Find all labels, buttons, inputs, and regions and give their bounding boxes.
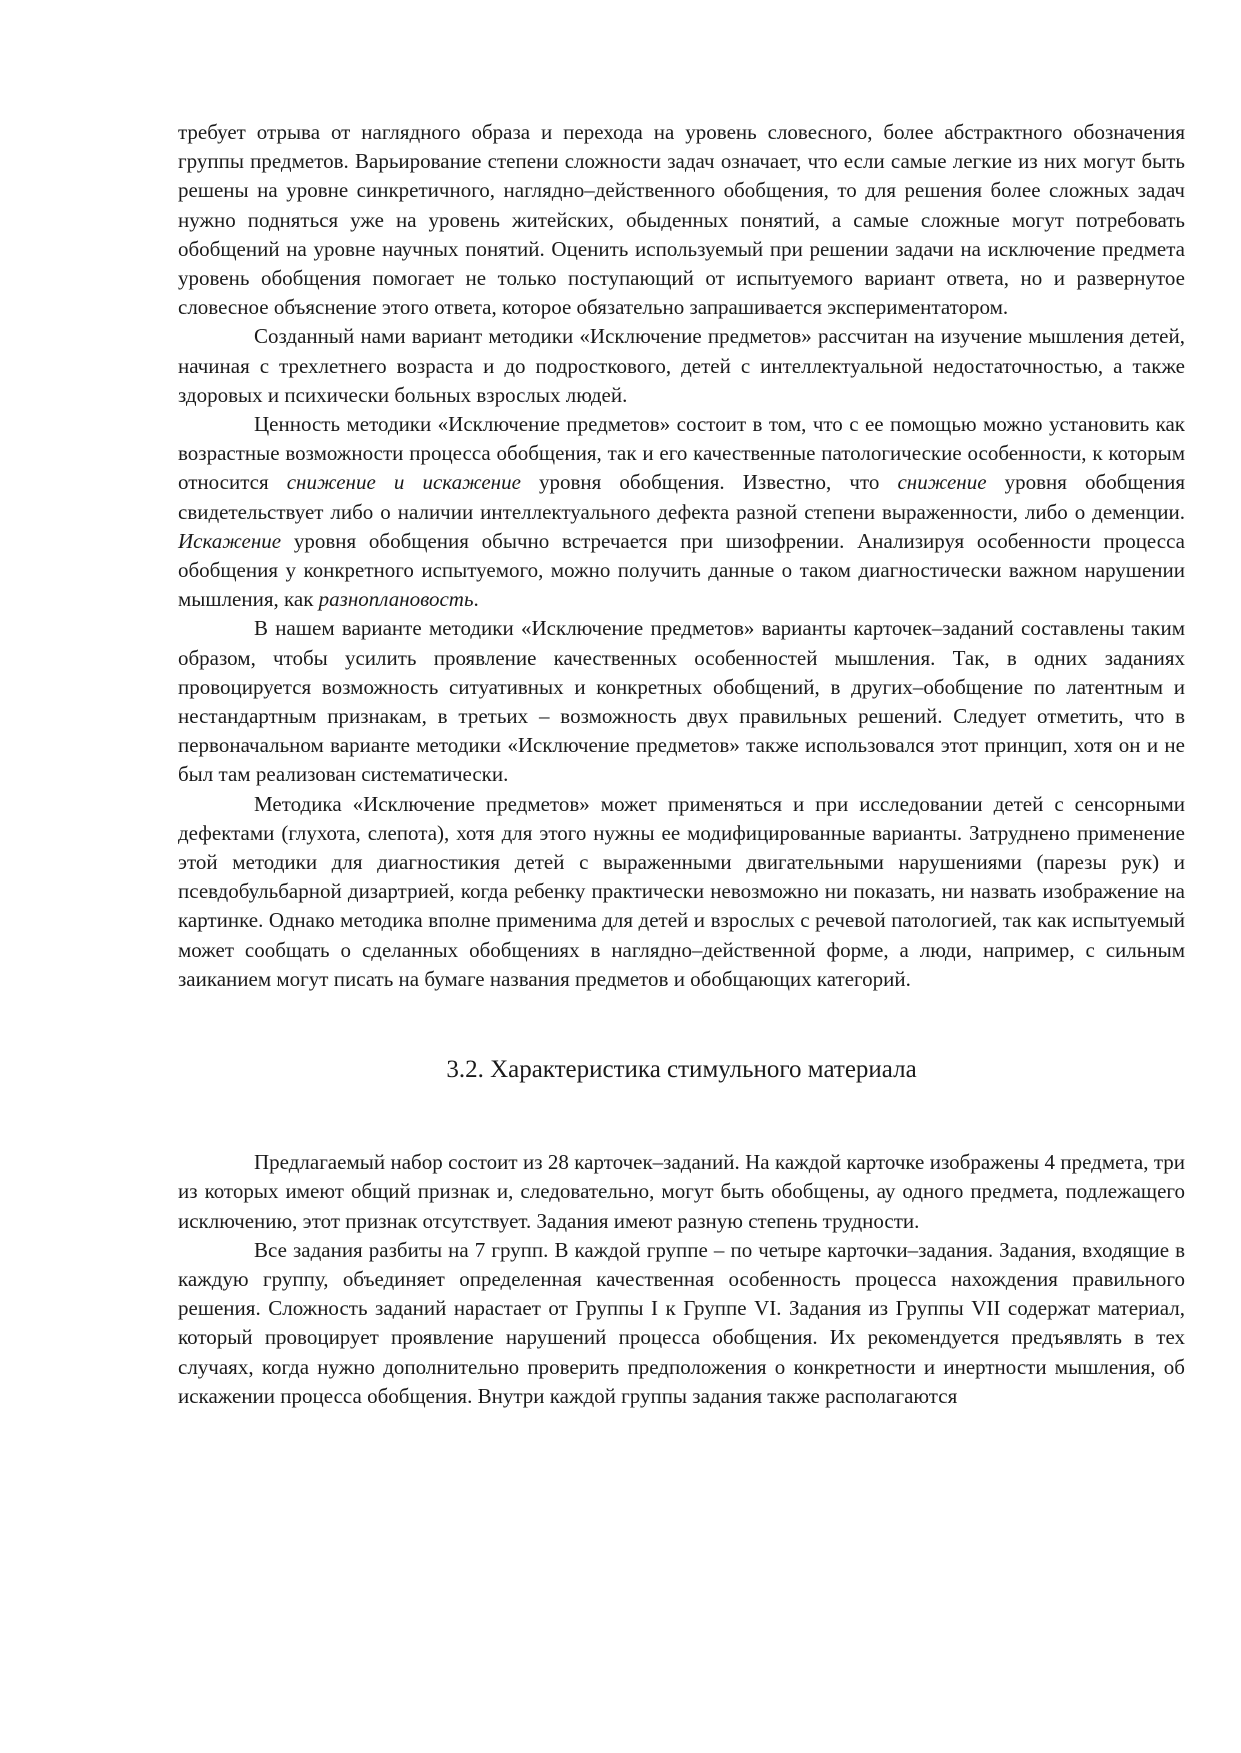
paragraph-2: Созданный нами вариант методики «Исключение предметов» рассчитан на изучение мышления детей, начиная с трехлетнего возраста и до подросткового, детей с интеллектуальной недостаточностью, а также здоровых и психически больных взрослых людей. <box>178 324 1185 407</box>
paragraph-3-italic-4: разноплановость <box>318 587 474 612</box>
paragraph-3-italic-2: снижение <box>897 470 987 495</box>
paragraph-3-text-1: Ценность методики «Исключение предметов» состоит в том, что с ее помощью можно установить как возрастные возможности процесса обобщения, так и его качественные патологические особенности, к которым относится <box>178 412 1185 495</box>
paragraph-3-italic-3: Искажение <box>178 528 282 553</box>
section-heading: 3.2. Характеристика стимульного материала <box>446 1056 917 1084</box>
paragraph-3-text-4: уровня обобщения обычно встречается при шизофрении. Анализируя особенности процесса обобщения у конкретного испытуемого, можно получить данные о таком диагностически важном нарушении мышления, как <box>178 528 1185 612</box>
paragraph-3 <box>178 410 1185 614</box>
paragraph-3-text-3: уровня обобщения свидетельствует либо о наличии интеллектуального дефекта разной степени выраженности, либо о деменции. <box>178 470 1185 524</box>
paragraph-3-italic-1: снижение и искажение <box>286 470 521 495</box>
paragraph-4: В нашем варианте методики «Исключение предметов» варианты карточек–заданий составлены таким образом, чтобы усилить проявление качественных особенностей мышления. Так, в одних заданиях провоцируется возможность ситуативных и конкретных обобщений, в других–обобщение по латентным и нестандартным признакам, в третьих – возможность двух правильных решений. Следует отметить, что в первоначальном варианте методики «Исключение предметов» также использовался этот принцип, хотя он и не был там реализован систематически. <box>178 616 1185 787</box>
paragraph-6: Предлагаемый набор состоит из 28 карточек–заданий. На каждой карточке изображены 4 предмета, три из которых имеют общий признак и, следовательно, могут быть обобщены, ау одного предмета, подлежащего исключению, этот признак отсутствует. Задания имеют разную степень трудности. <box>178 1150 1185 1233</box>
document-page <box>178 118 1185 1411</box>
paragraph-3-text-2: уровня обобщения. Известно, что <box>520 470 898 495</box>
paragraph-7: Все задания разбиты на 7 групп. В каждой группе – по четыре карточки–задания. Задания, входящие в каждую группу, объединяет определенная качественная особенность процесса нахождения правильного решения. Сложность заданий нарастает от Группы I к Группе VI. Задания из Группы VII содержат материал, который провоцирует проявление нарушений процесса обобщения. Их рекомендуется предъявлять в тех случаях, когда нужно дополнительно проверить предположения о конкретности и инертности мышления, об искажении процесса обобщения. Внутри каждой группы задания также располагаются <box>178 1237 1185 1408</box>
paragraph-3-text-5: . <box>473 587 479 612</box>
paragraph-1: требует отрыва от наглядного образа и перехода на уровень словесного, более абстрактного обозначения группы предметов. Варьирование степени сложности задач означает, что если самые легкие из них могут быть решены на уровне синкретичного, наглядно–действенного обобщения, то для решения более сложных задач нужно подняться уже на уровень житейских, обыденных понятий, а самые сложные могут потребовать обобщений на уровне научных понятий. Оценить используемый при решении задачи на исключение предмета уровень обобщения помогает не только поступающий от испытуемого вариант ответа, но и развернутое словесное объяснение этого ответа, которое обязательно запрашивается экспериментатором. <box>178 120 1185 320</box>
paragraph-5: Методика «Исключение предметов» может применяться и при исследовании детей с сенсорными дефектами (глухота, слепота), хотя для этого нужны ее модифицированные варианты. Затруднено применение этой методики для диагностикия детей с выраженными двигательными нарушениями (парезы рук) и псевдобульбарной дизартрией, когда ребенку практически невозможно ни показать, ни назвать изображение на картинке. Однако методика вполне применима для детей и взрослых с речевой патологией, так как испытуемый может сообщать о сделанных обобщениях в наглядно–действенной форме, а люди, например, с сильным заиканием могут писать на бумаге названия предметов и обобщающих категорий. <box>178 791 1185 991</box>
